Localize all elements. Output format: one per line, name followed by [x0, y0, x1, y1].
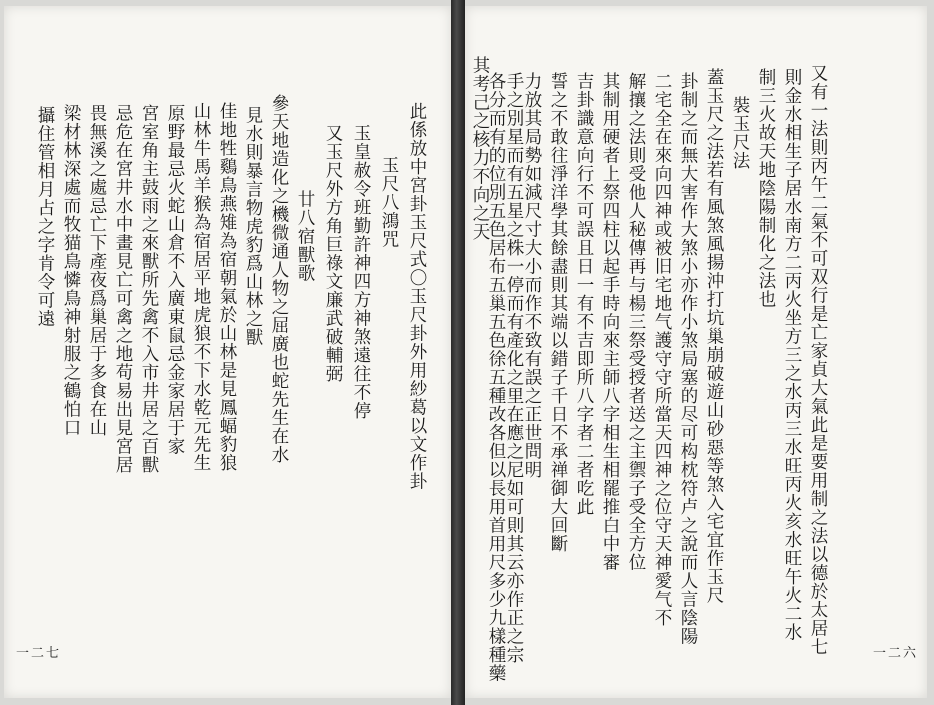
- right-column-8: 解攘之法則受他人秘傳再与楊三祭受授者送之主禦子受全方位: [626, 72, 646, 572]
- right-column-10: 吉卦識意向行不可誤且日一有不吉即所八字者二者吃此: [574, 72, 594, 516]
- right-column-13: 手之別星而有五星之株一停而有產化之里在應之尼如可則其云亦作正之宗: [504, 72, 524, 664]
- left-column-5: 廿八宿獸歌: [295, 190, 315, 283]
- left-column-6: 參天地造化之機微通人物之屈廣也蛇先生在水: [269, 94, 289, 464]
- left-column-3: 玉皇赦令班勤許神四方神煞遠往不停: [351, 124, 371, 420]
- right-column-2: 則金水相生子居水南方二丙火坐方三之水丙三水旺丙火亥水旺午火二水: [782, 68, 802, 642]
- left-column-15: 攝住管相月占之字肯令可遠: [35, 106, 55, 328]
- right-column-14: 各分而有的位別五色居布五巢五色徐五種改各但以長用首用尺多少九樣種藥: [486, 72, 506, 683]
- right-column-12: 力放其局勢如減尺寸大小而作不致有誤之正世問明: [522, 72, 542, 479]
- book-gutter: [451, 0, 465, 705]
- left-column-11: 宮室角主鼓雨之來獸所先禽不入市井居之百獸: [139, 104, 159, 474]
- right-column-11: 誓之不敢往淨洋學其餘盡則其端以錯子千日不承禅御大回斷: [548, 72, 568, 553]
- right-page: [465, 6, 927, 698]
- left-column-14: 梁材林深處而牧猫鳥憐鳥神射服之鶴怕口: [61, 104, 81, 437]
- right-column-5: 蓋玉尺之法若有風煞風揚沖打坑巢崩破遊山砂惡等煞入宅宜作玉尺: [704, 68, 724, 605]
- right-column-3: 制三火故天地陰陽制化之法也: [756, 68, 776, 309]
- left-column-7: 見水則暴言物虎豹爲山林之獸: [243, 106, 263, 347]
- right-column-6: 卦制之而無大害作大煞小亦作小煞局塞的尽可构枕符卢之說而人言陰陽: [678, 72, 698, 646]
- left-column-1: 此係放中宮卦玉尺式〇玉尺卦外用紗葛以文作卦: [407, 102, 427, 491]
- left-page: [4, 6, 451, 698]
- left-column-2: 玉尺八鴻咒: [379, 156, 399, 249]
- right-column-4: 裝玉尺法: [730, 96, 750, 170]
- left-column-4: 又玉尺外方角巨祿文廉武破輔弼: [323, 124, 343, 383]
- left-column-10: 原野最忌火蛇山倉不入廣東鼠忌金家居于家: [165, 104, 185, 456]
- left-column-9: 山林牛馬羊猴為宿居平地虎狼不下水乾元先生: [191, 102, 211, 472]
- right-column-1: 又有一法則丙午二氣不可双行是亡家貞大氣此是要用制之法以德於太居七: [808, 64, 828, 656]
- left-column-12: 忌危在宮井水中畫見亡可禽之地苟易出見宮居: [113, 104, 133, 474]
- left-folio: 一二七: [16, 646, 62, 661]
- right-column-15: 其考己之核力不向之天: [470, 56, 490, 241]
- left-column-13: 畏無溪之處忌亡下產夜爲巢居于多食在山: [87, 104, 107, 437]
- left-column-8: 佳地牲鷄鳥燕雉為宿朝氣於山林是見鳳蝠豹狼: [217, 102, 237, 472]
- right-folio: 一二六: [873, 646, 919, 661]
- right-column-9: 其制用硬者上祭四柱以起手時向來主師八字相生相罷推白中審: [600, 72, 620, 572]
- right-column-7: 二宅全在來向四神或被旧宅地气護守守所當天四神之位守天神愛气不: [652, 72, 672, 627]
